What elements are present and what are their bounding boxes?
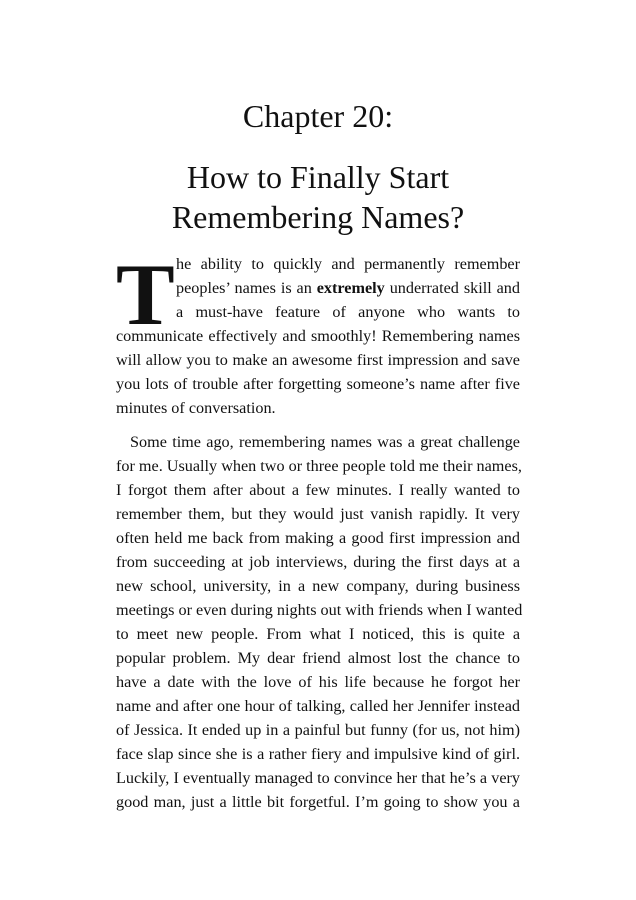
paragraph-line: minutes of conversation. xyxy=(116,399,276,417)
paragraph-line: I forgot them after about a few minutes. I really wanted to xyxy=(116,481,520,499)
paragraph-line: peoples’ names is an extremely underrated skill and xyxy=(176,279,520,297)
paragraph-line: often held me back from making a good first impression and xyxy=(116,529,520,547)
chapter-title-line-2: Remembering Names? xyxy=(171,199,465,235)
drop-cap: T xyxy=(116,247,175,344)
chapter-title-line-1: How to Finally Start xyxy=(186,159,450,195)
paragraph-line: name and after one hour of talking, called her Jennifer instead xyxy=(116,697,520,715)
paragraph-line: he ability to quickly and permanently remember xyxy=(176,255,520,273)
paragraph-line: popular problem. My dear friend almost lost the chance to xyxy=(116,649,520,667)
paragraph-line: Luckily, I eventually managed to convince her that he’s a very xyxy=(116,769,520,787)
paragraph-1 xyxy=(116,247,520,420)
paragraph-2 xyxy=(116,430,523,814)
paragraph-line: you lots of trouble after forgetting someone’s name after five xyxy=(116,375,520,393)
emphasis-extremely: extremely xyxy=(316,279,385,297)
paragraph-line: from succeeding at job interviews, during the first days at a xyxy=(116,553,520,571)
paragraph-line: will allow you to make an awesome first impression and save xyxy=(116,351,520,369)
paragraph-line: to meet new people. From what I noticed, this is quite a xyxy=(116,625,520,643)
chapter-title xyxy=(0,157,636,237)
paragraph-line: of Jessica. It ended up in a painful but funny (for us, not him) xyxy=(116,721,520,739)
paragraph-line: communicate effectively and smoothly! Remembering names xyxy=(116,327,520,345)
paragraph-line: new school, university, in a new company, during business xyxy=(116,577,520,595)
paragraph-line: remember them, but they would just vanish rapidly. It very xyxy=(116,505,520,523)
paragraph-line: meetings or even during nights out with friends when I wanted xyxy=(116,601,523,619)
paragraph-line: good man, just a little bit forgetful. I’m going to show you a xyxy=(116,793,520,811)
paragraph-line: a must-have feature of anyone who wants to xyxy=(176,303,520,321)
chapter-number: Chapter 20: xyxy=(242,98,394,134)
paragraph-line: face slap since she is a rather fiery and impulsive kind of girl. xyxy=(116,745,520,763)
paragraph-line: for me. Usually when two or three people told me their names, xyxy=(116,457,522,475)
paragraph-line: have a date with the love of his life because he forgot her xyxy=(116,673,520,691)
paragraph-line: Some time ago, remembering names was a great challenge xyxy=(130,433,520,451)
